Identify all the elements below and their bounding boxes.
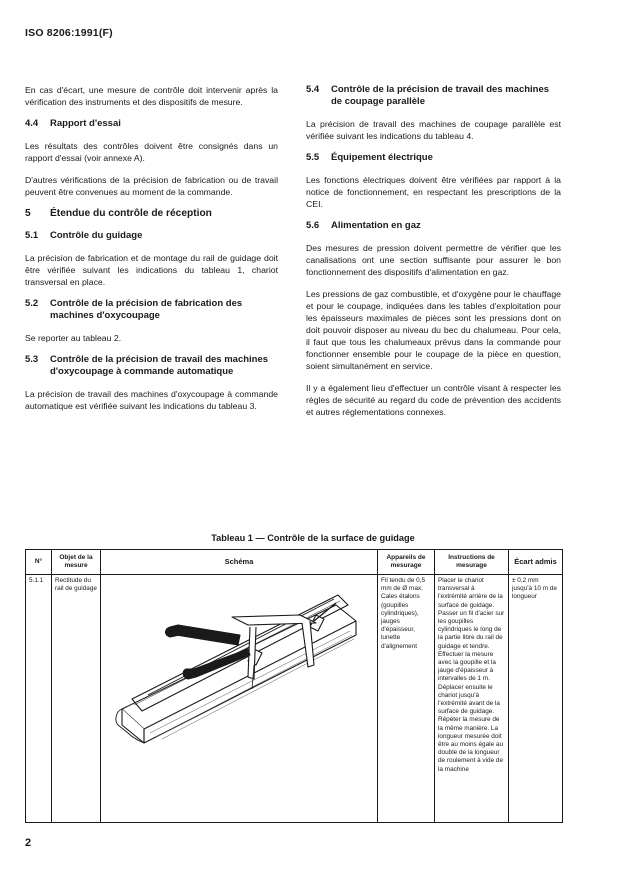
rail-measurement-diagram <box>104 577 381 817</box>
section-5-5-heading <box>306 152 561 164</box>
header-object: Objet de la mesure <box>52 550 101 575</box>
section-title: Contrôle du guidage <box>50 230 143 241</box>
section-title: Alimentation en gaz <box>331 220 421 231</box>
section-number: 5.4 <box>306 84 320 95</box>
row-object: Rectitude du rail de guidage <box>52 575 101 823</box>
section-5-2-paragraph: Se reporter au tableau 2. <box>25 333 122 343</box>
section-5-heading <box>25 208 278 220</box>
section-5-3-heading <box>25 354 278 378</box>
feeler-gauge-tip <box>183 669 196 679</box>
table-row <box>26 575 563 823</box>
header-number: N° <box>26 550 52 575</box>
section-5-6-paragraph-1: Des mesures de pression doivent permettre de vérifier que les canalisations ont une section suffisante pour assurer le bon fonctionnement des dispositifs d'alimentation en gaz. <box>306 243 561 277</box>
rail-face <box>122 709 144 743</box>
intro-paragraph: En cas d'écart, une mesure de contrôle doit intervenir après la vérification des instruments et des dispositifs de mesure. <box>25 85 278 107</box>
section-4-4-heading <box>25 118 278 130</box>
table-header-row <box>26 550 563 575</box>
right-column <box>306 84 561 428</box>
header-tolerance: Écart admis <box>509 550 563 575</box>
table-title: Tableau 1 — Contrôle de la surface de guidage <box>211 533 415 543</box>
section-title: Rapport d'essai <box>50 118 121 129</box>
section-5-1-paragraph: La précision de fabrication et de montage du rail de guidage doit être vérifiée suivant les indications du tableau 1, chariot transversal en place. <box>25 253 278 287</box>
section-title: Étendue du contrôle de réception <box>50 208 212 219</box>
section-number: 5.1 <box>25 230 39 241</box>
section-number: 5.2 <box>25 298 39 309</box>
section-5-3-paragraph: La précision de travail des machines d'oxycoupage à commande automatique est vérifiée suivant les indications du tableau 3. <box>25 389 278 411</box>
header-devices: Appareils de mesurage <box>378 550 435 575</box>
left-column <box>25 84 278 422</box>
page-number: 2 <box>25 837 32 849</box>
section-number: 4.4 <box>25 118 39 129</box>
section-title: Équipement électrique <box>331 152 433 163</box>
section-5-4-heading <box>306 84 561 108</box>
section-4-4-paragraph-2: D'autres vérifications de la précision de fabrication ou de travail peuvent être convenues au moment de la commande. <box>25 175 278 197</box>
section-5-6-paragraph-3: Il y a également lieu d'effectuer un contrôle visant à respecter les règles de sécurité au regard du code de prévention des accidents et autres réglementations connexes. <box>306 383 561 417</box>
header-schema: Schéma <box>101 550 378 575</box>
section-number: 5.6 <box>306 220 320 231</box>
gauge-handle-knob <box>166 625 181 637</box>
row-devices: Fil tendu de 0,5 mm de Ø max. Cales étalons (goupilles cylindriques), jauges d'épaisseur, lunette d'alignement <box>378 575 435 823</box>
section-number: 5.3 <box>25 354 39 365</box>
row-tolerance: ± 0,2 mm jusqu'à 10 m de longueur <box>509 575 563 823</box>
section-5-4-paragraph: La précision de travail des machines de coupage parallèle est vérifiée suivant les indications du tableau 4. <box>306 119 561 141</box>
row-number: 5.1.1 <box>26 575 52 823</box>
section-5-5-paragraph: Les fonctions électriques doivent être vérifiées par rapport à la notice de fonctionnement, en respectant les prescriptions de la CEI. <box>306 175 561 209</box>
section-title: Contrôle de la précision de travail des machines d'oxycoupage à commande automatique <box>50 354 269 377</box>
guidance-surface-table <box>25 549 563 823</box>
section-title: Contrôle de la précision de travail des machines de coupage parallèle <box>331 84 550 107</box>
row-instructions: Placer le chariot transversal à l'extrémité arrière de la surface de guidage. Passer un fil d'acier sur les goupilles cylindriques le long de la partie libre du rail de guidage et tendre. Effectuer la mesure avec la goupille et la jauge d'épaisseur à intervalles de 1 m. Déplacer ensuite le chariot jusqu'à l'extrémité avant de la surface de guidage. Répéter la mesure de la même manière. La longueur mesurée doit être au moins égale au double de la longueur de roulement à vide de la machine <box>435 575 509 823</box>
section-number: 5 <box>25 208 31 219</box>
gauge-handle <box>176 625 240 645</box>
section-4-4-paragraph-1: Les résultats des contrôles doivent être consignés dans un rapport d'essai (voir annexe A). <box>25 141 278 163</box>
schema-cell <box>101 575 378 823</box>
section-title: Contrôle de la précision de fabrication des machines d'oxycoupage <box>50 298 243 321</box>
standard-reference: ISO 8206:1991(F) <box>25 27 113 39</box>
section-5-6-paragraph-2: Les pressions de gaz combustible, et d'oxygène pour le chauffage et pour le coupage, indiquées dans les tables d'exploitation pour les épaisseurs maximales de pièces sont les pressions dont on doit pouvoir disposer au niveau du bec du chalumeau. Pour cela, il faut que tous les chalumeaux prévus dans la commande pour fonctionner ensemble pour le coupage de la pièce en question, soient simultanément en service. <box>306 289 561 371</box>
section-5-1-heading <box>25 230 278 242</box>
header-instructions: Instructions de mesurage <box>435 550 509 575</box>
section-5-6-heading <box>306 220 561 232</box>
section-5-2-heading <box>25 298 278 322</box>
section-number: 5.5 <box>306 152 320 163</box>
